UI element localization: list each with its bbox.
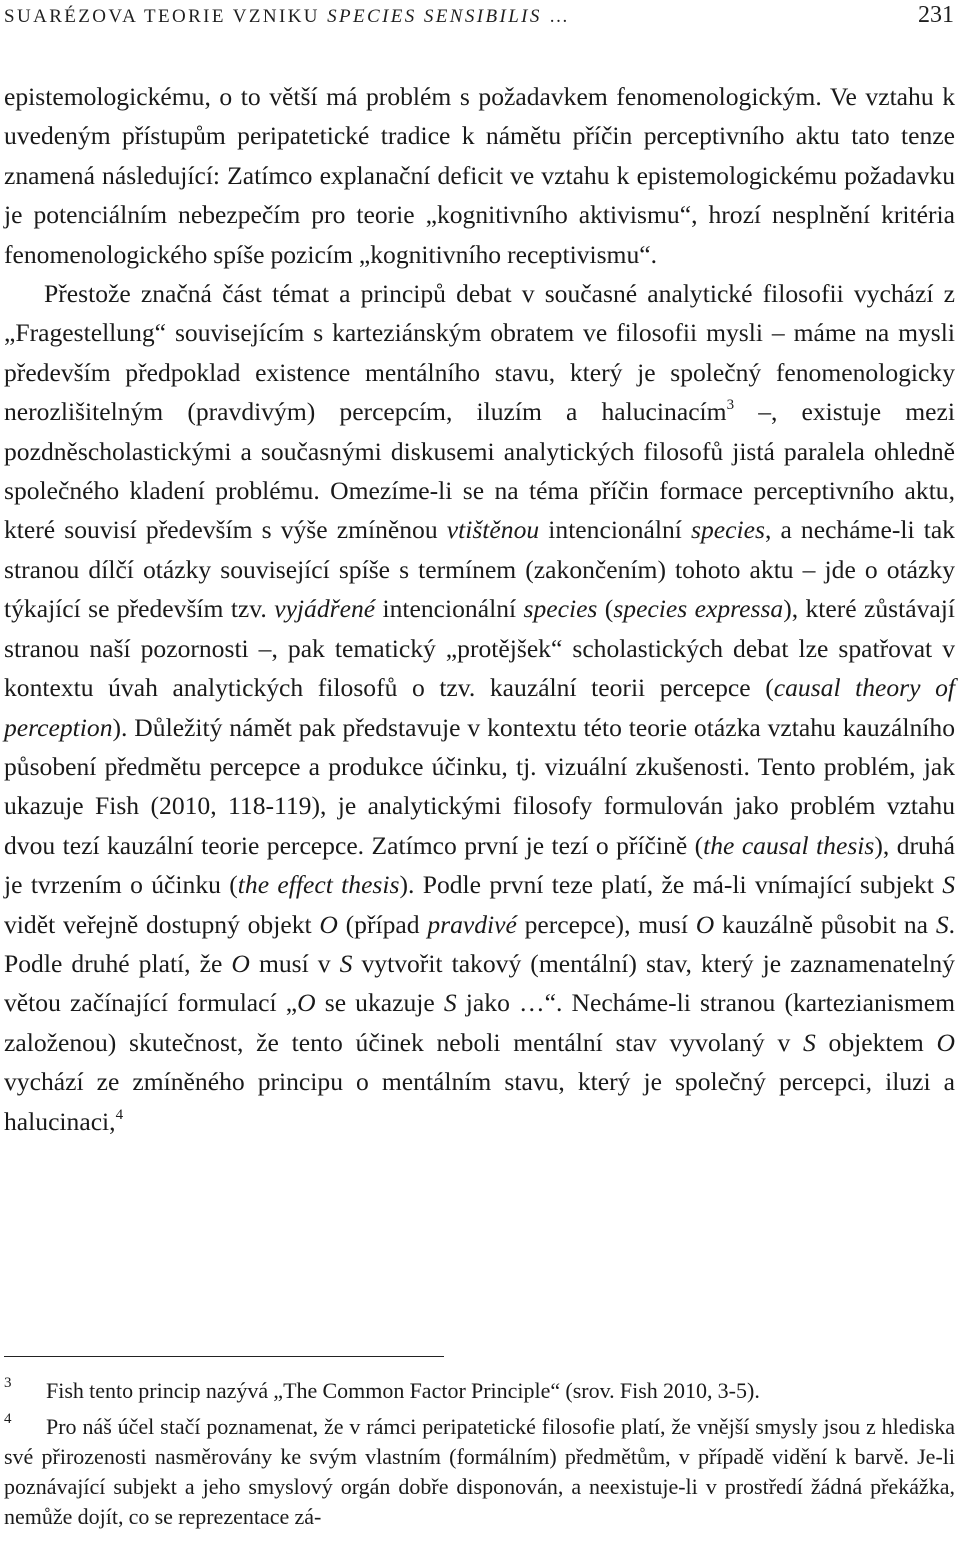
footnote-divider	[4, 1356, 444, 1357]
paragraph-2: Přestože značná část témat a principů debat v současné analytické filosofii vychází z „Fragestellung“ souvisejícím s karteziánským obratem ve filosofii mysli – máme na mysli především předpoklad existence mentálního stavu, který je společný fenomenologicky nerozlišitelným (pravdivým) percepcím, iluzím a halucinacím$^3$ –, existuje mezi pozdněscholastickými a současnými diskusemi analytických filosofů jistá paralela ohledně společného kladení problému. Omezíme-li se na téma příčin formace perceptivního aktu, které souvisí především s výše zmíněnou vtištěnou intencionální species, a necháme-li tak stranou dílčí otázky související spíše s termínem (zakončením) tohoto aktu – jde o otázky týkající se především tzv. vyjádřené intencionální species (species expressa), které zůstávají stranou naší pozornosti –, pak tematický „protějšek“ scholastických debat lze spatřovat v kontextu úvah analytických filosofů o tzv. kauzální teorii percepce (causal theory of perception). Důležitý námět pak představuje v kontextu této teorie otázka vztahu kauzálního působení předmětu percepce a produkce účinku, tj. vizuální zkušenosti. Tento problém, jak ukazuje Fish (2010, 118-119), je analytickými filosofy formulován jako problém vztahu dvou tezí kauzální teorie percepce. Zatímco první je tezí o příčině (the causal thesis), druhá je tvrzením o účinku (the effect thesis). Podle první teze platí, že má-li vnímající subjekt S vidět veřejně dostupný objekt O (případ pravdivé percepce), musí O kauzálně působit na S. Podle druhé platí, že O musí v S vytvořit takový (mentální) stav, který je zaznamenatelný větou začínající formulací „O se ukazuje S jako …“. Necháme-li stranou (kartezianismem založenou) skutečnost, že tento účinek neboli mentální stav vyvolaný v S objektem O vychází ze zmíněného principu o mentálním stavu, který je společný percepci, iluzi a halucinaci,$^4$	[4, 279, 956, 1136]
footnotes	[4, 1376, 955, 1538]
footnote-text: Fish tento princip nazývá „The Common Factor Principle“ (srov. Fish 2010, 3-5).	[46, 1378, 760, 1403]
footnote-ref-4[interactable]: 4	[115, 1106, 124, 1123]
footnote-4	[4, 1412, 955, 1532]
running-title-italic: SPECIES SENSIBILIS	[327, 6, 542, 27]
footnote-number: 3	[4, 1375, 12, 1391]
paragraph-1: epistemologickému, o to větší má problém s požadavkem fenomenologickým. Ve vztahu k uvedeným přístupům peripatetické tradice k námětu příčin perceptivního aktu tato tenze znamená následující: Zatímco explanační deficit ve vztahu k epistemologickému požadavku je potenciálním nebezpečím pro teorie „kognitivního aktivismu“, hrozí nesplnění kritéria fenomenologického spíše pozicím „kognitivního receptivismu“.	[4, 82, 955, 269]
page-number: 231	[918, 2, 954, 28]
footnote-text: Pro náš účel stačí poznamenat, že v rámci peripatetické filosofie platí, že vnější smysly jsou z hlediska své přirozenosti nasměrovány ke svým vlastním (formálním) předmětům, v případě vidění k barvě. Je-li poznávající subjekt a jeho smyslový orgán dobře disponován, a neexistuje-li v prostředí žádná překážka, nemůže dojít, co se reprezentace zá-	[4, 1414, 955, 1529]
running-head	[4, 2, 956, 36]
footnote-3	[4, 1376, 955, 1406]
body-text	[4, 77, 955, 1141]
running-title: SUARÉZOVA TEORIE VZNIKU SPECIES SENSIBILIS …	[4, 6, 571, 27]
footnote-ref-3[interactable]: 3	[726, 397, 735, 413]
footnote-number: 4	[4, 1411, 12, 1427]
